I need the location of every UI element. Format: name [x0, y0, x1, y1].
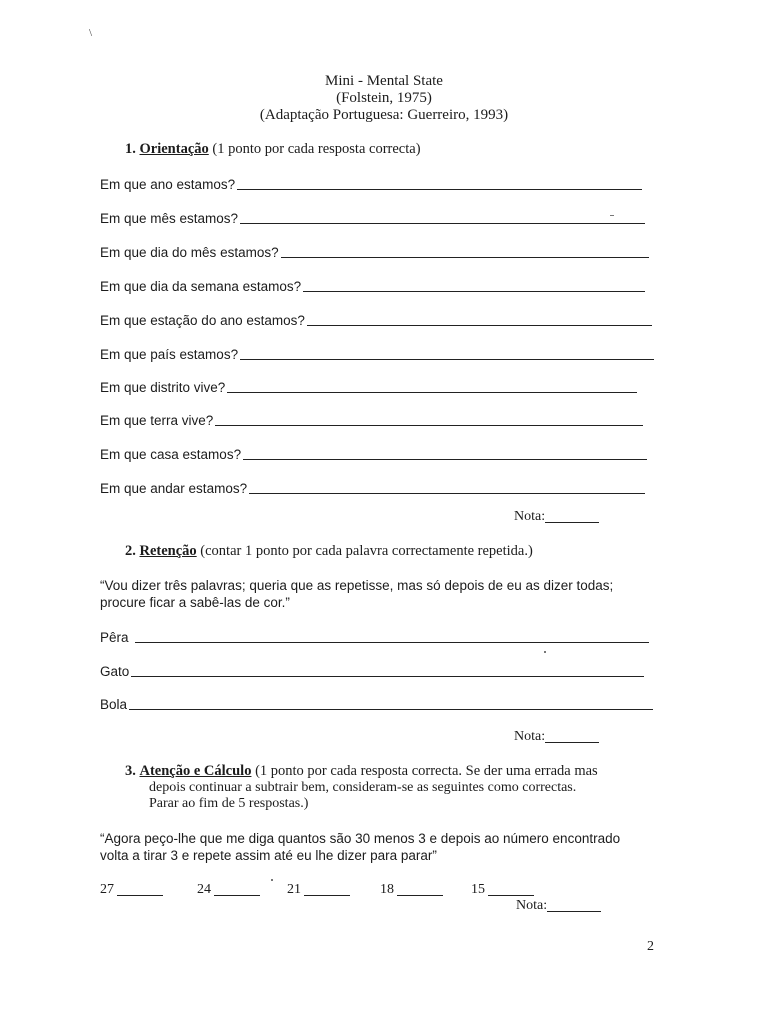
- section-2-number: 2.: [125, 543, 136, 559]
- answer-line[interactable]: [215, 411, 643, 426]
- question-label: Em que terra vive?: [100, 413, 214, 428]
- orientation-question-month: [100, 206, 645, 226]
- section-3-title: [125, 763, 598, 780]
- answer-line[interactable]: [243, 445, 647, 460]
- stray-mark: \: [89, 27, 93, 39]
- word-label: Pêra: [100, 630, 129, 645]
- serial-number: 18: [380, 882, 394, 897]
- section-3-description: (1 ponto por cada resposta correcta. Se der uma errada mas: [251, 763, 598, 779]
- serial-subtraction-row: [0, 878, 768, 900]
- scan-speck: [610, 215, 614, 216]
- section-3-name: Atenção e Cálculo: [139, 763, 252, 779]
- retention-word-bola: [100, 692, 653, 712]
- retention-word-pera: [100, 625, 649, 645]
- serial-number: 21: [287, 882, 301, 897]
- section-1-description: (1 ponto por cada resposta correcta): [208, 141, 421, 157]
- word-label: Bola: [100, 697, 128, 712]
- serial-number: 27: [100, 882, 114, 897]
- answer-line[interactable]: [214, 881, 260, 896]
- question-label: Em que andar estamos?: [100, 481, 248, 496]
- description-line: Parar ao fim de 5 respostas.): [149, 796, 309, 811]
- section-1-number: 1.: [125, 141, 136, 157]
- document-subtitle: (Folstein, 1975): [336, 90, 432, 106]
- section-3-number: 3.: [125, 763, 136, 779]
- orientation-question-weekday: [100, 274, 645, 294]
- section-2-title: [125, 543, 533, 560]
- document-adaptation: (Adaptação Portuguesa: Guerreiro, 1993): [259, 107, 509, 123]
- answer-line[interactable]: [281, 243, 649, 258]
- section-2-description: (contar 1 ponto por cada palavra correctamente repetida.): [196, 543, 533, 559]
- section-1-name: Orientação: [139, 141, 209, 157]
- answer-line[interactable]: [240, 345, 654, 360]
- instruction-line: procure ficar a sabê-las de cor.”: [100, 595, 290, 610]
- question-label: Em que dia do mês estamos?: [100, 245, 279, 260]
- score-label: Nota:: [514, 509, 546, 524]
- question-label: Em que estação do ano estamos?: [100, 313, 305, 328]
- section-2-instruction: [100, 577, 660, 611]
- answer-line[interactable]: [131, 662, 644, 677]
- answer-line[interactable]: [307, 311, 652, 326]
- serial-item-21: [287, 878, 350, 898]
- answer-line[interactable]: [249, 479, 645, 494]
- orientation-question-country: [100, 342, 654, 362]
- serial-item-18: [380, 878, 443, 898]
- section-2-name: Retenção: [139, 543, 197, 559]
- answer-line[interactable]: [304, 881, 350, 896]
- orientation-question-house: [100, 442, 647, 462]
- orientation-question-floor: [100, 476, 645, 496]
- section-2-score: [514, 728, 599, 745]
- description-line: depois continuar a subtrair bem, consideram-se as seguintes como correctas.: [149, 780, 577, 795]
- instruction-line: “Agora peço-lhe que me diga quantos são 30 menos 3 e depois ao número encontrado: [100, 831, 621, 846]
- orientation-question-district: [100, 375, 637, 395]
- serial-item-15: [471, 878, 534, 898]
- score-label: Nota:: [516, 898, 548, 913]
- section-1-title: [125, 141, 421, 158]
- answer-line[interactable]: [303, 277, 645, 292]
- section-3-description-continued: [149, 780, 576, 812]
- page-number: 2: [647, 939, 654, 954]
- orientation-question-day-of-month: [100, 240, 649, 260]
- answer-line[interactable]: [488, 881, 534, 896]
- serial-number: 24: [197, 882, 211, 897]
- orientation-question-year: [100, 172, 642, 192]
- retention-word-gato: [100, 659, 644, 679]
- document-title: Mini - Mental State: [325, 73, 443, 89]
- answer-line[interactable]: [240, 209, 645, 224]
- score-label: Nota:: [514, 729, 546, 744]
- section-1-score: [514, 508, 599, 525]
- answer-line[interactable]: [237, 175, 642, 190]
- question-label: Em que distrito vive?: [100, 380, 226, 395]
- question-label: Em que casa estamos?: [100, 447, 242, 462]
- orientation-question-season: [100, 308, 652, 328]
- question-label: Em que dia da semana estamos?: [100, 279, 302, 294]
- serial-number: 15: [471, 882, 485, 897]
- serial-item-27: [100, 878, 163, 898]
- word-label: Gato: [100, 664, 130, 679]
- answer-line[interactable]: [397, 881, 443, 896]
- instruction-line: volta a tirar 3 e repete assim até eu lhe dizer para parar”: [100, 848, 437, 863]
- score-line[interactable]: [547, 897, 601, 912]
- instruction-line: “Vou dizer três palavras; queria que as repetisse, mas só depois de eu as dizer todas;: [100, 578, 614, 593]
- answer-line[interactable]: [129, 695, 653, 710]
- question-label: Em que mês estamos?: [100, 211, 239, 226]
- answer-line[interactable]: [227, 378, 637, 393]
- orientation-question-town: [100, 408, 643, 428]
- answer-line[interactable]: [117, 881, 163, 896]
- question-label: Em que ano estamos?: [100, 177, 236, 192]
- score-line[interactable]: [545, 508, 599, 523]
- section-3-score: [516, 897, 601, 914]
- score-line[interactable]: [545, 728, 599, 743]
- serial-item-24: [197, 878, 260, 898]
- scan-speck: [271, 879, 273, 881]
- section-3-instruction: [100, 830, 660, 864]
- scan-speck: [544, 651, 546, 653]
- question-label: Em que país estamos?: [100, 347, 239, 362]
- answer-line[interactable]: [135, 628, 649, 643]
